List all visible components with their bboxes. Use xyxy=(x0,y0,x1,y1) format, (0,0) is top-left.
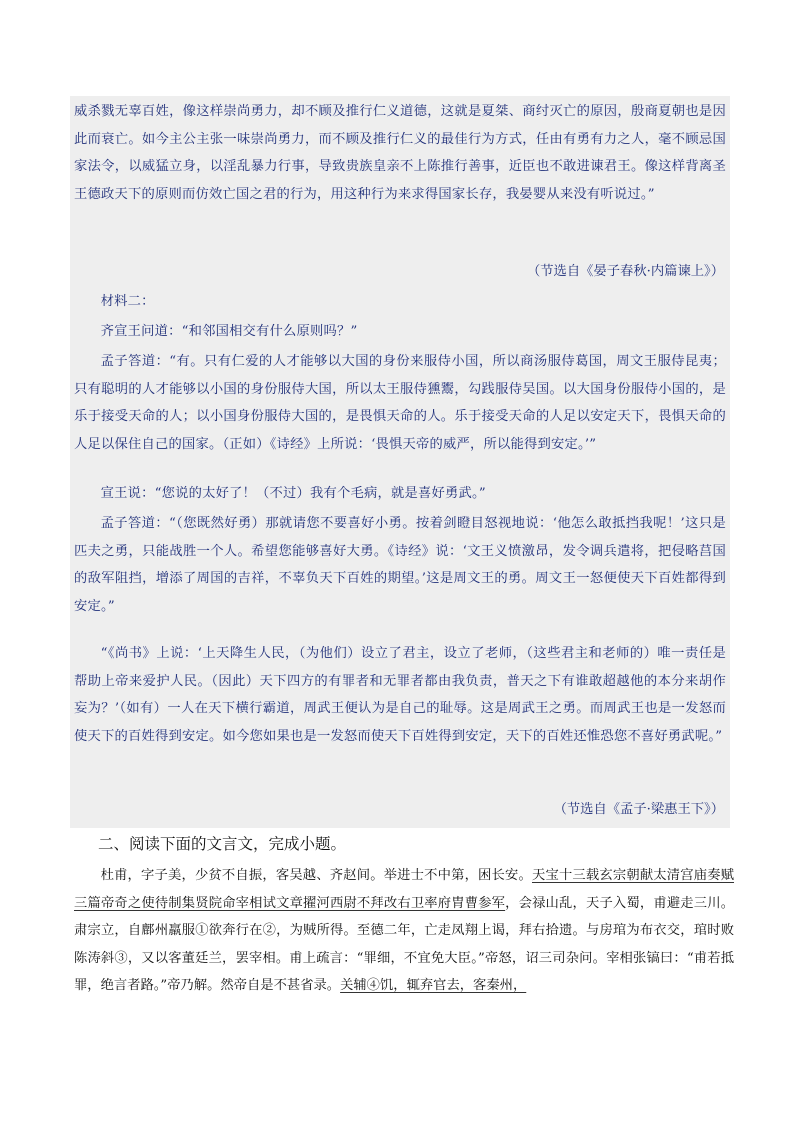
dialogue-answer-3: “《尚书》上说：‘上天降生人民，（为他们）设立了君主，设立了老师，（这些君主和老师的）唯一责任是帮助上帝来爱护人民。（因此）天下四方的有罪者和无罪者都由我负责，普天之下有谁敢超越他的本分来胡作妄为？’（如有）一人在天下横行霸道，周武王便认为是自己的耻辱。这是周武王之勇。而周武王也是一发怒而使天下的百姓得到安定。如今您如果也是一发怒而使天下百姓得到安定，天下的百姓还惟恐您不喜好勇武呢。” xyxy=(74,646,726,744)
classical-text-part-a: 杜甫，字子美，少贫不自振，客吴越、齐赵间。举进士不中第，困长安。 xyxy=(100,868,532,883)
dialogue-answer-2: 孟子答道：“（您既然好勇）那就请您不要喜好小勇。按着剑瞪目怒视地说：‘他怎么敢抵挡我呢！’这只是匹夫之勇，只能战胜一个人。希望您能够喜好大勇。《诗经》说：‘文王义愤激昂，发令调兵遣将，把侵略莒国的敌军阻挡，增添了周国的吉祥，不辜负天下百姓的期望。’这是周文王的勇。周文王一怒便使天下百姓都得到安定。” xyxy=(74,516,726,614)
classical-text-paragraph xyxy=(74,862,734,1000)
dialogue-answer-1: 孟子答道：“有。只有仁爱的人才能够以大国的身份来服侍小国，所以商汤服侍葛国，周文王服侍昆夷；只有聪明的人才能够以小国的身份服侍大国，所以太王服侍獯鬻，勾践服侍吴国。以大国身份服侍小国的，是乐于接受天命的人；以小国身份服侍大国的，是畏惧天命的人。乐于接受天命的人足以安定天下，畏惧天命的人足以保住自己的国家。（正如）《诗经》上所说：‘畏惧天帝的威严，所以能得到安定。’” xyxy=(74,354,726,452)
source-citation-1: （节选自《晏子春秋·内篇谏上》） xyxy=(526,264,724,279)
dialogue-question-2: 宣王说：“您说的太好了！（不过）我有个毛病，就是喜好勇武。” xyxy=(100,486,486,501)
underlined-sentence-2: 关辅④饥，辄弃官去，客秦州， xyxy=(340,978,527,994)
material1-end-paragraph: 威杀戮无辜百姓，像这样崇尚勇力，却不顾及推行仁义道德，这就是夏桀、商纣灭亡的原因，殷商夏朝也是因此而衰亡。如今主公主张一味崇尚勇力，而不顾及推行仁义的最佳行为方式，任由有勇有力之人，毫不顾忌国家法令，以威猛立身，以淫乱暴力行事，导致贵族皇亲不上陈推行善事，近臣也不敢进谏君王。像这样背离圣王德政天下的原则而仿效亡国之君的行为，用这种行为来求得国家长存，我晏婴从来没有听说过。” xyxy=(74,104,726,202)
underlined-sentence-1: 天宝十三载玄宗朝献太清宫庙奏赋三篇帝奇之使待制集贤院命宰相试文章擢河西尉不拜改右卫率府胄曹参军 xyxy=(74,868,735,911)
section-2-heading: 二、阅读下面的文言文，完成小题。 xyxy=(98,835,347,853)
source-citation-2: （节选自《孟子·梁惠王下》） xyxy=(553,802,724,817)
dialogue-question-1: 齐宣王问道：“和邻国相交有什么原则吗？” xyxy=(100,324,358,339)
classical-text-part-b: ，会禄山乱，天子入蜀，甫避走三川。肃宗立，自鄜州羸服①欲奔行在②，为贼所得。至德二年，亡走凤翔上谒，拜右拾遗。与房琯为布衣交，琯时败陈涛斜③，又以客董廷兰，罢宰相。甫上疏言：“罪细，不宜免大臣。”帝怒，诏三司杂问。宰相张镐曰：“甫若抵罪，绝言者路。”帝乃解。然帝自是不甚省录。 xyxy=(74,895,735,994)
material2-label: 材料二： xyxy=(100,294,155,309)
